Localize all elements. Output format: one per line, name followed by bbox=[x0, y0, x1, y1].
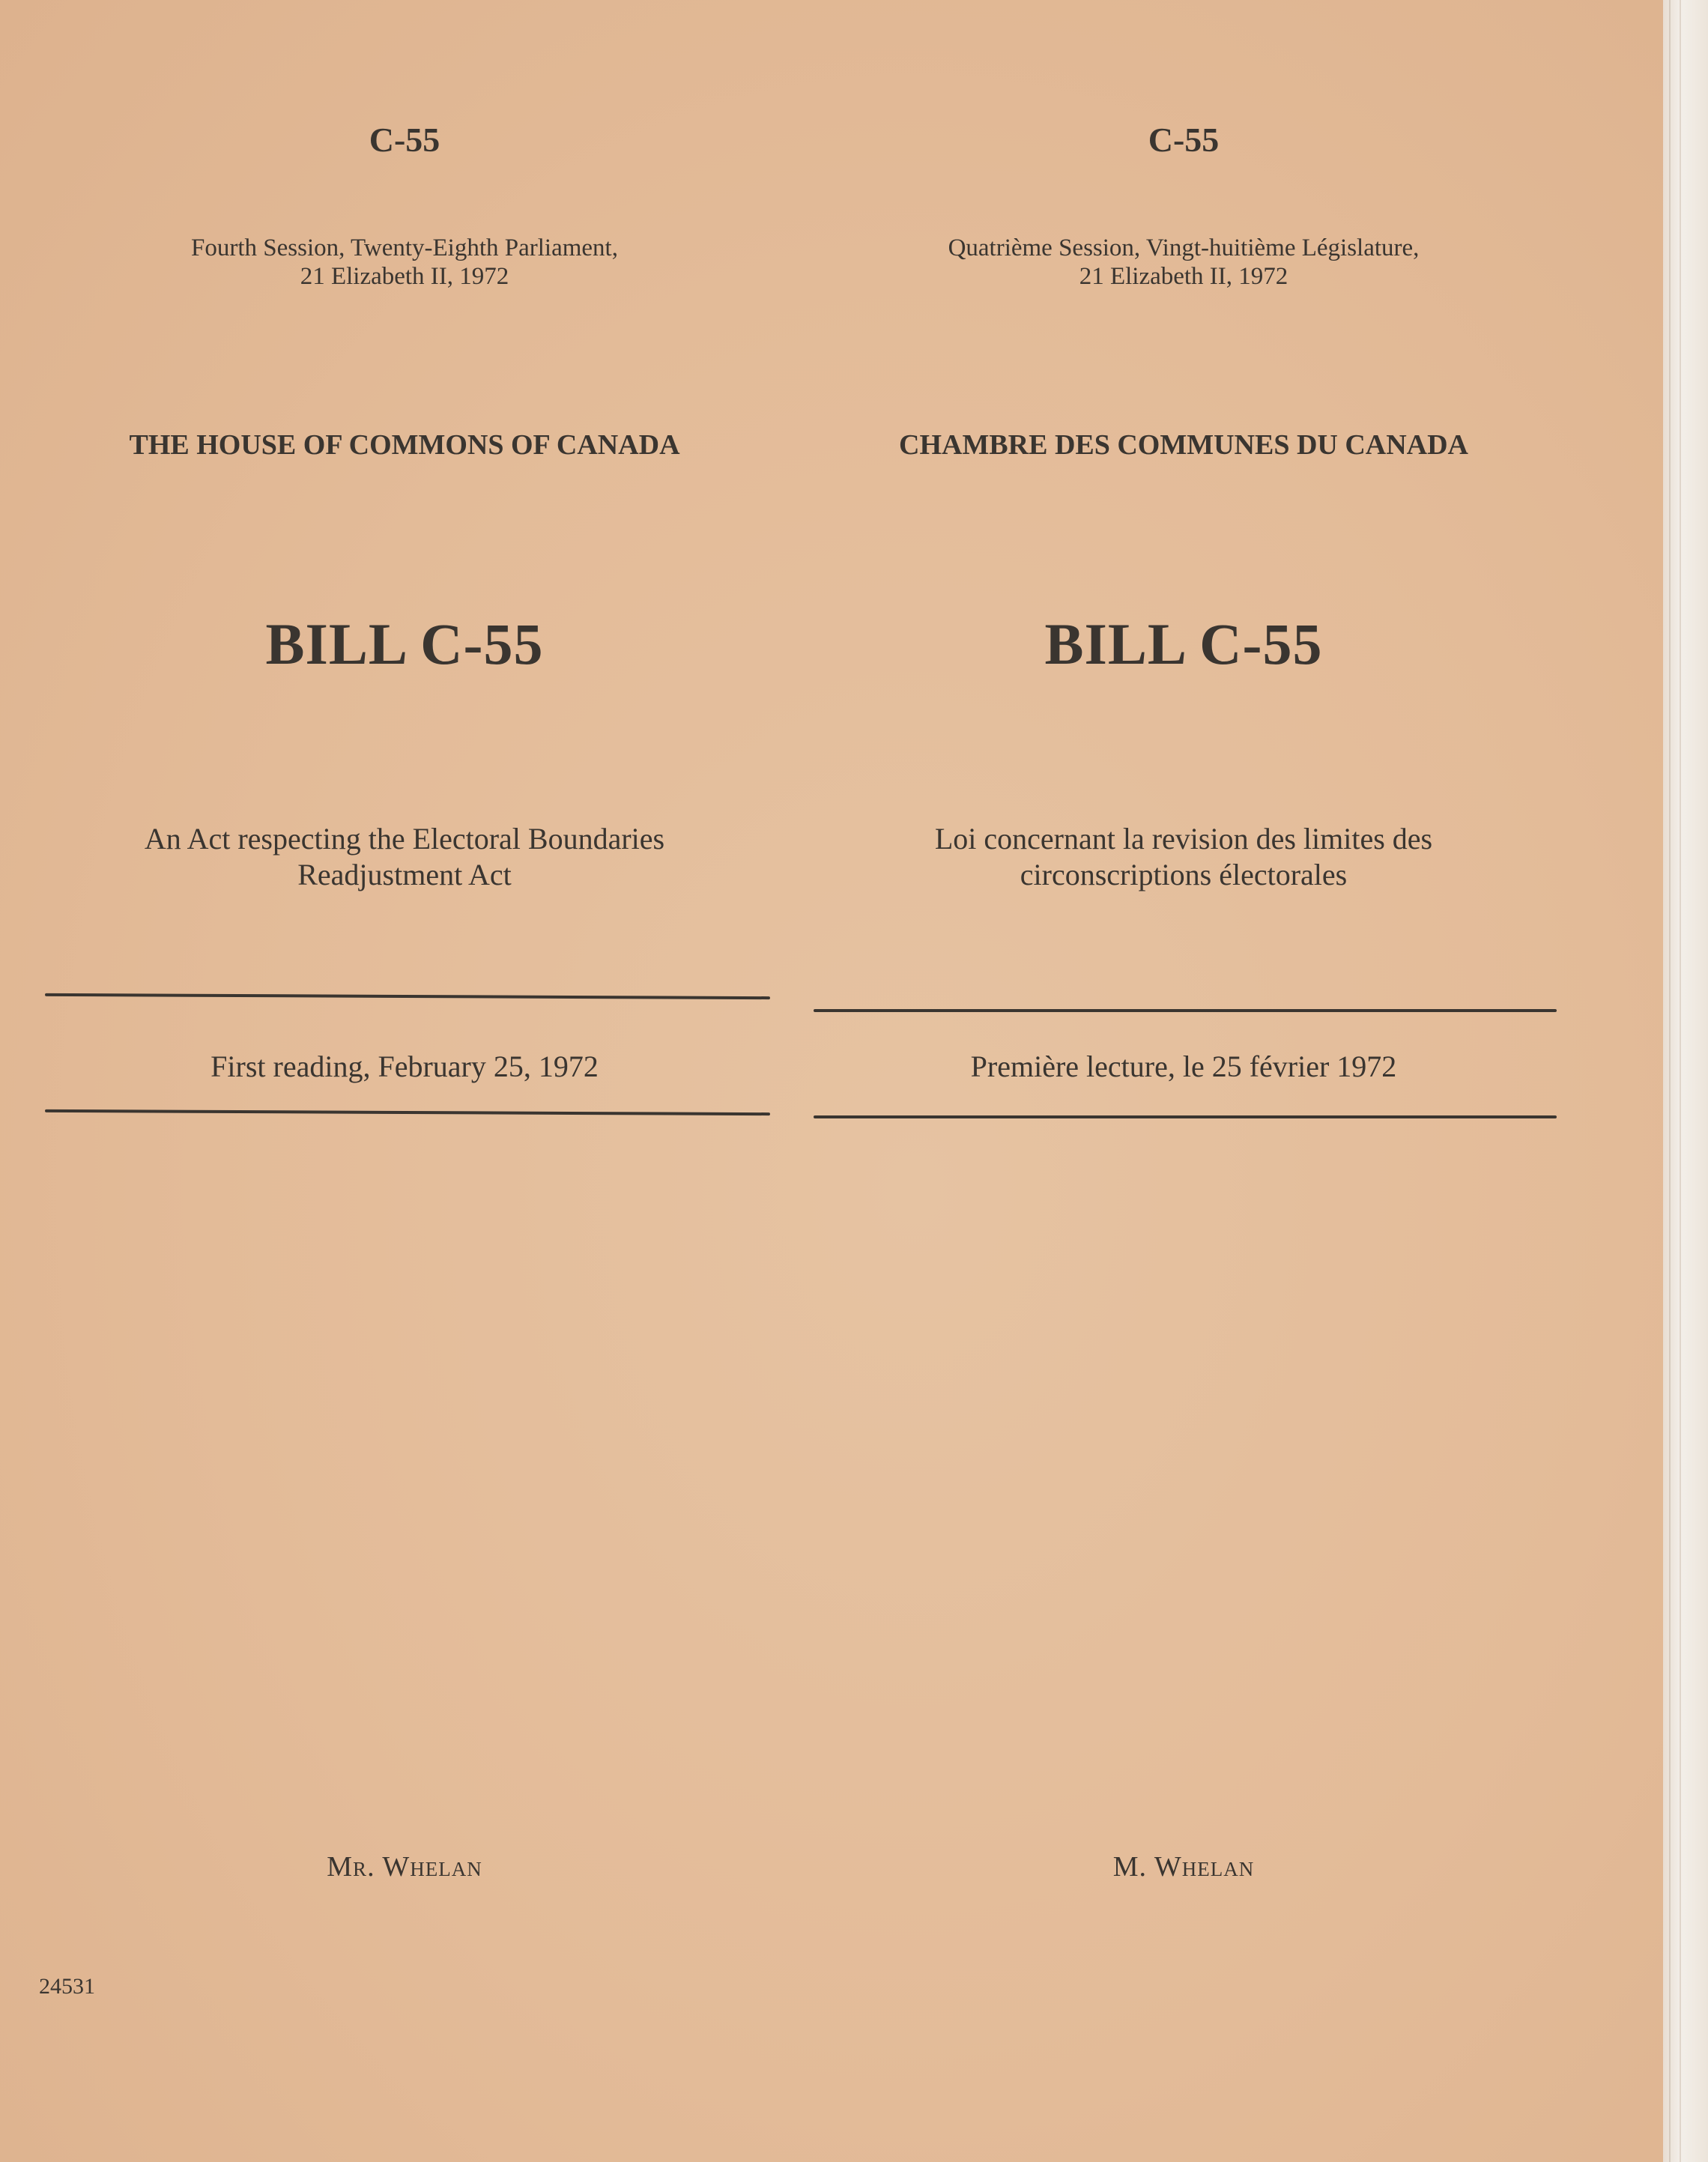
first-reading-fr: Première lecture, le 25 février 1972 bbox=[970, 1050, 1397, 1083]
session-line-1-en: Fourth Session, Twenty-Eighth Parliament, bbox=[191, 234, 618, 261]
session-line-1-fr: Quatrième Session, Vingt-huitième Législature, bbox=[948, 234, 1420, 261]
house-heading-en: THE HOUSE OF COMMONS OF CANADA bbox=[129, 429, 680, 461]
act-line-2-fr: circonscriptions électorales bbox=[1020, 858, 1348, 891]
bill-number-fr: C-55 bbox=[1148, 121, 1220, 159]
rule-bottom-fr bbox=[814, 1115, 1557, 1118]
house-heading-fr: CHAMBRE DES COMMUNES DU CANADA bbox=[899, 429, 1468, 461]
act-title-en bbox=[30, 821, 779, 893]
print-number: 24531 bbox=[39, 1974, 95, 1999]
act-line-2-en: Readjustment Act bbox=[297, 858, 512, 891]
session-info-en bbox=[30, 234, 779, 291]
act-line-1-en: An Act respecting the Electoral Boundaries bbox=[144, 822, 665, 856]
first-reading-en: First reading, February 25, 1972 bbox=[211, 1050, 599, 1083]
sponsor-fr: M. Whelan bbox=[1112, 1851, 1255, 1883]
page-edge bbox=[1663, 0, 1708, 2162]
session-line-2-en: 21 Elizabeth II, 1972 bbox=[300, 263, 509, 290]
sponsor-en: Mr. Whelan bbox=[327, 1851, 482, 1883]
session-info-fr bbox=[802, 234, 1566, 291]
act-line-1-fr: Loi concernant la revision des limites des bbox=[934, 822, 1433, 856]
act-title-fr bbox=[802, 821, 1566, 893]
bill-number-en: C-55 bbox=[369, 121, 440, 159]
bill-title-fr: BILL C-55 bbox=[1044, 611, 1323, 676]
bill-title-en: BILL C-55 bbox=[265, 611, 544, 676]
english-column bbox=[30, 0, 779, 2162]
rule-top-fr bbox=[814, 1009, 1557, 1012]
rule-top-en bbox=[45, 993, 770, 999]
rule-bottom-en bbox=[45, 1109, 770, 1115]
french-column bbox=[802, 0, 1566, 2162]
session-line-2-fr: 21 Elizabeth II, 1972 bbox=[1079, 263, 1288, 290]
